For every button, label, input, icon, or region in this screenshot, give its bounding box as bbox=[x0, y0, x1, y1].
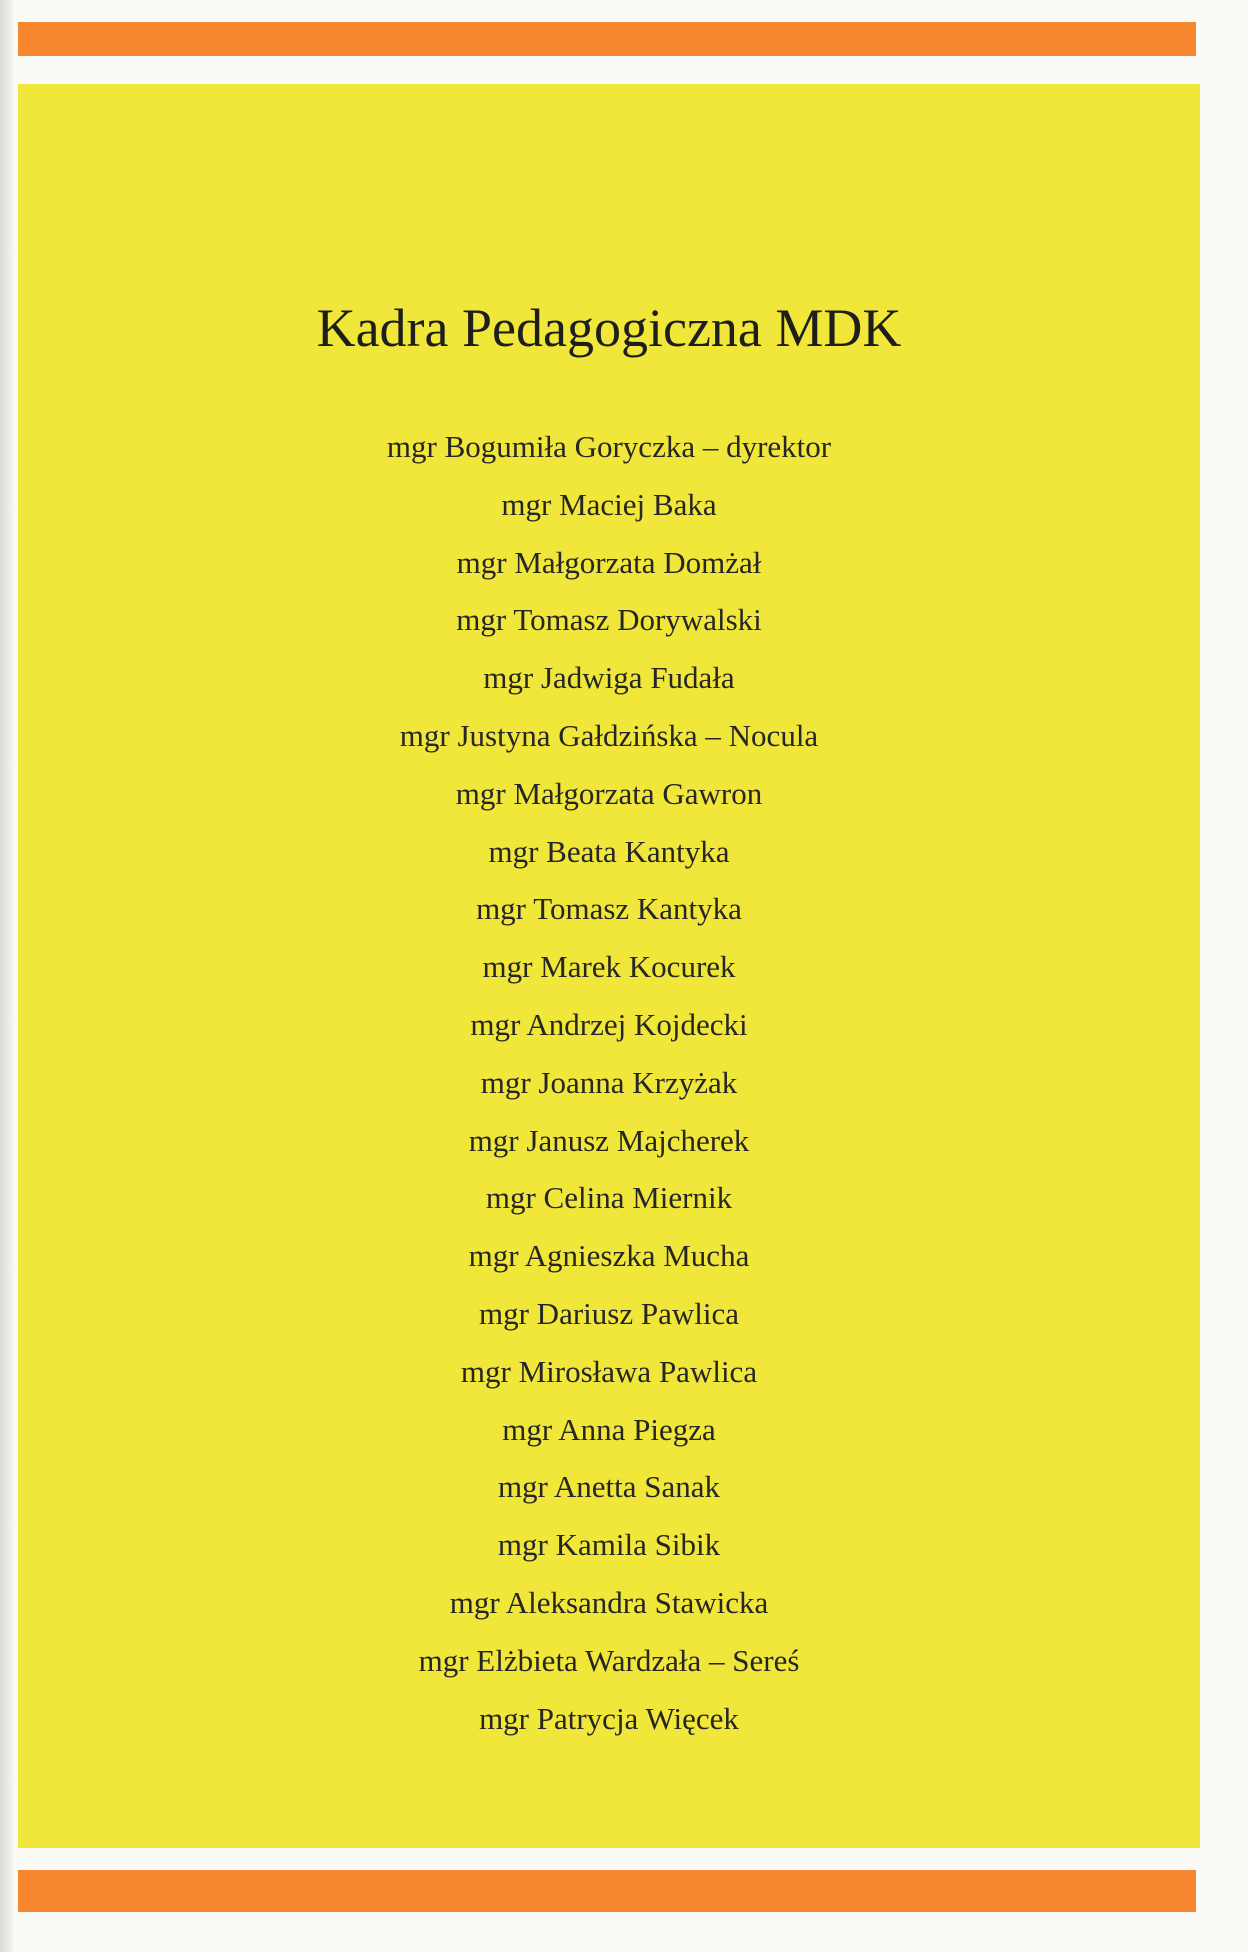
yellow-panel bbox=[18, 84, 1200, 1848]
staff-member: mgr Patrycja Więcek bbox=[479, 1700, 739, 1736]
staff-member: mgr Małgorzata Domżał bbox=[456, 544, 762, 580]
staff-member: mgr Tomasz Kantyka bbox=[476, 891, 742, 927]
staff-member: mgr Janusz Majcherek bbox=[468, 1122, 750, 1158]
staff-member: mgr Małgorzata Gawron bbox=[455, 775, 763, 811]
staff-member: mgr Agnieszka Mucha bbox=[468, 1238, 750, 1274]
staff-member: mgr Anetta Sanak bbox=[497, 1469, 721, 1505]
staff-member: mgr Anna Piegza bbox=[502, 1411, 716, 1447]
staff-member: mgr Dariusz Pawlica bbox=[479, 1295, 739, 1331]
staff-member: mgr Kamila Sibik bbox=[497, 1527, 721, 1563]
staff-member: mgr Jadwiga Fudała bbox=[483, 660, 735, 696]
staff-member: mgr Mirosława Pawlica bbox=[460, 1353, 758, 1389]
staff-member: mgr Beata Kantyka bbox=[488, 833, 730, 869]
bottom-orange-stripe bbox=[18, 1870, 1196, 1912]
staff-member: mgr Elżbieta Wardzała – Sereś bbox=[418, 1642, 800, 1678]
staff-member: mgr Maciej Baka bbox=[501, 486, 717, 522]
staff-member: mgr Tomasz Dorywalski bbox=[456, 602, 762, 638]
staff-member: mgr Bogumiła Goryczka – dyrektor bbox=[386, 429, 832, 464]
top-orange-stripe bbox=[18, 22, 1196, 56]
staff-member: mgr Justyna Gałdzińska – Nocula bbox=[399, 717, 819, 753]
staff-member: mgr Marek Kocurek bbox=[482, 949, 736, 985]
staff-list bbox=[18, 418, 1200, 1747]
page-edge-shadow bbox=[0, 0, 14, 1952]
staff-member: mgr Celina Miernik bbox=[485, 1180, 733, 1216]
staff-member: mgr Andrzej Kojdecki bbox=[470, 1006, 748, 1042]
staff-member: mgr Joanna Krzyżak bbox=[480, 1064, 738, 1100]
page-title: Kadra Pedagogiczna MDK bbox=[316, 298, 902, 358]
staff-member: mgr Aleksandra Stawicka bbox=[449, 1584, 769, 1620]
